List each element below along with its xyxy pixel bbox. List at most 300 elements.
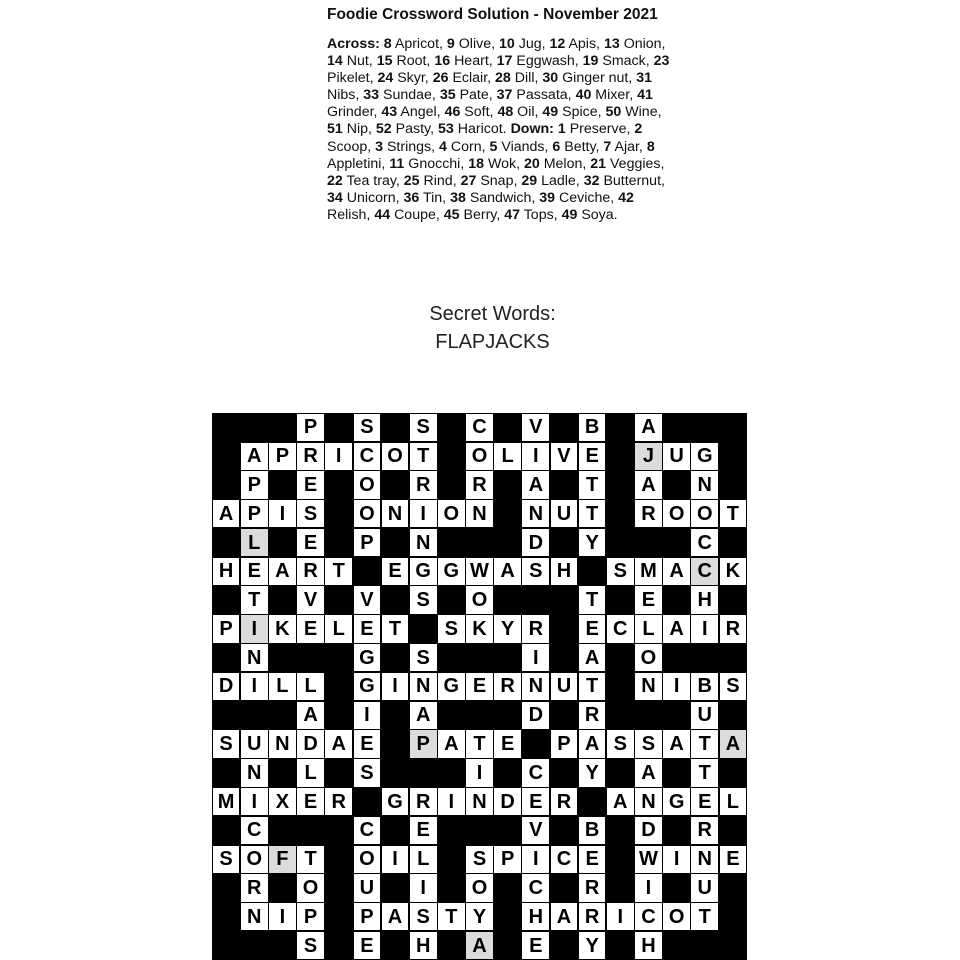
clue-number: 11 <box>389 155 405 172</box>
grid-cell: A <box>382 903 409 930</box>
grid-cell: S <box>607 730 634 757</box>
grid-cell: L <box>297 673 324 700</box>
grid-cell: H <box>635 932 662 959</box>
grid-cell: V <box>551 443 578 470</box>
grid-cell: A <box>325 730 352 757</box>
clue-answer: Rind, <box>423 172 457 189</box>
clue-number: 21 <box>590 155 607 172</box>
grid-cell: S <box>410 586 437 613</box>
grid-cell: A <box>579 644 606 671</box>
clue-number: 24 <box>377 70 394 87</box>
clue-number: 2 <box>634 121 643 138</box>
grid-cell: G <box>382 788 409 815</box>
clue-answer: Heart, <box>454 53 493 70</box>
clue-answer: Viands, <box>501 138 549 155</box>
grid-cell: U <box>663 443 690 470</box>
grid-cell: N <box>635 788 662 815</box>
clue-answer: Veggies, <box>610 155 665 172</box>
clue-answer: Haricot. <box>457 121 507 138</box>
grid-cell: D <box>522 702 549 729</box>
clue-answer: Passata, <box>516 87 572 104</box>
clue-number: 12 <box>549 36 566 52</box>
grid-cell: P <box>241 500 268 527</box>
grid-cell: C <box>241 817 268 844</box>
grid-cell: S <box>354 759 381 786</box>
grid-cell: G <box>410 558 437 585</box>
grid-cell: U <box>354 874 381 901</box>
clue-number: 34 <box>327 189 343 206</box>
grid-cell: W <box>635 846 662 873</box>
grid-cell: I <box>522 443 549 470</box>
grid-cell: P <box>297 414 324 441</box>
clue-answer: Soft, <box>464 104 494 121</box>
grid-cell: I <box>325 443 352 470</box>
grid-cell: U <box>691 702 718 729</box>
grid-cell: I <box>635 874 662 901</box>
grid-cell: C <box>522 874 549 901</box>
grid-cell: L <box>297 759 324 786</box>
grid-cell: P <box>354 529 381 556</box>
clue-answer: Dill, <box>514 70 539 87</box>
grid-cell: C <box>354 817 381 844</box>
clue-number: 13 <box>603 36 620 52</box>
clue-answer: Gnocchi, <box>408 155 465 172</box>
grid-cell: I <box>382 846 409 873</box>
clue-number: 19 <box>582 53 599 70</box>
grid-cell: E <box>382 558 409 585</box>
grid-cell: A <box>607 788 634 815</box>
clue-number: 4 <box>439 138 447 155</box>
grid-cell: N <box>466 500 493 527</box>
clue-answer: Coupe, <box>394 206 440 223</box>
grid-cell: A <box>494 558 521 585</box>
grid-cell: E <box>466 673 493 700</box>
grid-cell: R <box>579 903 606 930</box>
clue-answer: Eggwash, <box>516 53 579 70</box>
grid-cell: A <box>269 558 296 585</box>
grid-cell: R <box>410 471 437 498</box>
grid-cell-shaded: P <box>410 730 437 757</box>
clue-number: 9 <box>446 36 455 52</box>
grid-cell: B <box>691 673 718 700</box>
grid-cell: K <box>720 558 747 585</box>
clue-answer: Pikelet, <box>327 70 374 87</box>
grid-cell: U <box>551 500 578 527</box>
grid-cell: R <box>466 471 493 498</box>
clue-answer: Mixer, <box>595 87 634 104</box>
grid-cell: R <box>720 615 747 642</box>
grid-cell: S <box>213 846 240 873</box>
grid-cell: Y <box>466 903 493 930</box>
grid-cell-shaded: F <box>269 846 296 873</box>
clue-number: 49 <box>561 206 578 223</box>
grid-cell: E <box>354 932 381 959</box>
grid-cell: A <box>522 471 549 498</box>
grid-cell: T <box>241 586 268 613</box>
clue-answer: Onion, <box>623 36 666 52</box>
grid-cell: Y <box>494 615 521 642</box>
grid-cell: I <box>466 759 493 786</box>
clue-number: 25 <box>403 172 420 189</box>
grid-cell: P <box>494 846 521 873</box>
clue-answer: Tops, <box>523 206 558 223</box>
across-heading: Across: <box>327 36 380 52</box>
grid-cell: E <box>297 471 324 498</box>
clue-answer: Apis, <box>568 36 600 52</box>
grid-cell: L <box>494 443 521 470</box>
grid-cell: T <box>325 558 352 585</box>
secret-words-label: Secret Words: <box>429 303 556 325</box>
clue-answer: Wine, <box>625 104 662 121</box>
grid-cell: N <box>269 730 296 757</box>
grid-cell: T <box>410 443 437 470</box>
grid-cell: I <box>382 673 409 700</box>
clue-number: 8 <box>646 138 655 155</box>
page-title: Foodie Crossword Solution - November 2021 <box>327 6 658 23</box>
grid-cell: O <box>354 846 381 873</box>
grid-cell: C <box>607 615 634 642</box>
clue-answer: Oil, <box>517 104 539 121</box>
clue-number: 3 <box>375 138 384 155</box>
grid-cell: O <box>466 443 493 470</box>
grid-cell: A <box>635 414 662 441</box>
clue-answer: Snap, <box>480 172 518 189</box>
grid-cell: O <box>691 500 718 527</box>
grid-cell: I <box>691 615 718 642</box>
grid-cell: N <box>382 500 409 527</box>
grid-cell: R <box>522 615 549 642</box>
grid-cell: N <box>691 471 718 498</box>
grid-cell: S <box>297 500 324 527</box>
clue-number: 32 <box>583 172 600 189</box>
grid-cell: I <box>269 903 296 930</box>
clue-answer: Apricot, <box>394 36 443 52</box>
grid-cell: A <box>663 730 690 757</box>
grid-cell: T <box>297 846 324 873</box>
clue-number: 10 <box>498 36 515 52</box>
clue-answer: Sundae, <box>383 87 436 104</box>
grid-cell: O <box>241 846 268 873</box>
grid-cell: E <box>297 529 324 556</box>
grid-cell: E <box>354 615 381 642</box>
clue-answer: Appletini, <box>327 155 386 172</box>
clue-number: 48 <box>497 104 514 121</box>
grid-cell: G <box>438 673 465 700</box>
clue-number: 37 <box>496 87 513 104</box>
clue-answer: Soya. <box>581 206 618 223</box>
clue-answer: Sandwich, <box>469 189 536 206</box>
grid-cell: H <box>691 586 718 613</box>
grid-cell: S <box>635 730 662 757</box>
grid-cell: M <box>213 788 240 815</box>
grid-cell: P <box>241 471 268 498</box>
grid-cell-shaded: I <box>241 615 268 642</box>
grid-cell: C <box>466 414 493 441</box>
grid-cell: S <box>607 558 634 585</box>
grid-cell: I <box>607 903 634 930</box>
grid-cell: T <box>382 615 409 642</box>
grid-cell: E <box>522 932 549 959</box>
clue-number: 5 <box>489 138 498 155</box>
grid-cell: C <box>522 759 549 786</box>
grid-cell: R <box>410 788 437 815</box>
grid-cell: S <box>522 558 549 585</box>
clue-answer: Pate, <box>459 87 493 104</box>
grid-cell-shaded: J <box>635 443 662 470</box>
clue-answer: Eclair, <box>452 70 492 87</box>
crossword-grid <box>212 413 747 960</box>
grid-cell: S <box>410 644 437 671</box>
grid-cell: D <box>213 673 240 700</box>
clue-number: 7 <box>603 138 612 155</box>
down-heading: Down: <box>510 121 554 138</box>
clue-number: 1 <box>557 121 566 138</box>
clue-number: 20 <box>523 155 540 172</box>
grid-cell: O <box>382 443 409 470</box>
clue-answer: Angel, <box>400 104 441 121</box>
grid-cell: A <box>241 443 268 470</box>
grid-cell: A <box>551 903 578 930</box>
clue-number: 49 <box>542 104 559 121</box>
grid-cell: O <box>663 500 690 527</box>
grid-cell: O <box>354 471 381 498</box>
grid-cell: A <box>438 730 465 757</box>
grid-cell: N <box>635 673 662 700</box>
clue-list <box>327 36 672 224</box>
grid-cell-shaded: L <box>241 529 268 556</box>
clue-answer: Scoop, <box>327 138 372 155</box>
grid-cell: K <box>269 615 296 642</box>
clue-number: 30 <box>542 70 559 87</box>
clue-number: 26 <box>432 70 449 87</box>
grid-cell: E <box>410 817 437 844</box>
grid-cell: E <box>241 558 268 585</box>
grid-cell: L <box>325 615 352 642</box>
grid-cell: T <box>579 673 606 700</box>
grid-cell: L <box>720 788 747 815</box>
grid-cell: E <box>720 846 747 873</box>
clue-answer: Smack, <box>602 53 650 70</box>
grid-cell: N <box>241 644 268 671</box>
grid-cell: S <box>466 846 493 873</box>
grid-cell: G <box>354 673 381 700</box>
clue-number: 40 <box>575 87 592 104</box>
grid-cell: T <box>720 500 747 527</box>
grid-cell: N <box>466 788 493 815</box>
grid-cell: O <box>354 500 381 527</box>
grid-cell: S <box>438 615 465 642</box>
clue-number: 38 <box>450 189 466 206</box>
grid-cell: T <box>579 471 606 498</box>
grid-cell: Y <box>579 759 606 786</box>
clue-answer: Jug, <box>518 36 546 52</box>
grid-cell: R <box>325 788 352 815</box>
clue-number: 27 <box>460 172 477 189</box>
grid-cell: Y <box>579 932 606 959</box>
grid-cell: P <box>297 903 324 930</box>
grid-cell: R <box>579 874 606 901</box>
grid-cell: V <box>522 414 549 441</box>
clue-answer: Unicorn, <box>346 189 400 206</box>
clue-answer: Root, <box>396 53 431 70</box>
clue-answer: Spice, <box>562 104 602 121</box>
grid-cell: R <box>297 558 324 585</box>
grid-cell: A <box>663 615 690 642</box>
clue-answer: Strings, <box>386 138 436 155</box>
grid-cell: N <box>691 846 718 873</box>
grid-cell: S <box>720 673 747 700</box>
clue-number: 28 <box>495 70 511 87</box>
grid-cell: P <box>213 615 240 642</box>
grid-cell: N <box>410 673 437 700</box>
grid-cell: C <box>551 846 578 873</box>
clue-answer: Olive, <box>458 36 496 52</box>
grid-cell: B <box>579 414 606 441</box>
clue-answer: Betty, <box>564 138 600 155</box>
grid-cell: Y <box>579 529 606 556</box>
clue-answer: Ladle, <box>541 172 580 189</box>
grid-cell: D <box>522 529 549 556</box>
grid-cell: A <box>579 730 606 757</box>
grid-cell: U <box>551 673 578 700</box>
clue-number: 33 <box>363 87 380 104</box>
clue-answer: Relish, <box>327 206 371 223</box>
clue-number: 52 <box>375 121 392 138</box>
grid-cell: I <box>522 846 549 873</box>
clue-answer: Nibs, <box>327 87 360 104</box>
grid-cell: G <box>438 558 465 585</box>
grid-cell: D <box>635 817 662 844</box>
grid-cell: G <box>354 644 381 671</box>
grid-cell: V <box>522 817 549 844</box>
grid-cell: R <box>635 500 662 527</box>
grid-cell: A <box>410 702 437 729</box>
clue-answer: Ajar, <box>614 138 643 155</box>
clue-number: 53 <box>437 121 454 138</box>
grid-cell: R <box>579 702 606 729</box>
grid-cell: L <box>269 673 296 700</box>
grid-cell: O <box>663 903 690 930</box>
grid-cell: T <box>579 500 606 527</box>
clue-number: 17 <box>496 53 513 70</box>
grid-cell: V <box>297 586 324 613</box>
clue-number: 41 <box>637 87 653 104</box>
clue-number: 8 <box>383 36 392 52</box>
grid-cell: P <box>354 903 381 930</box>
clue-answer: Nut, <box>346 53 373 70</box>
grid-cell: T <box>691 730 718 757</box>
clue-number: 18 <box>468 155 485 172</box>
grid-cell: E <box>494 730 521 757</box>
grid-cell: H <box>551 558 578 585</box>
grid-cell: R <box>551 788 578 815</box>
grid-cell: E <box>354 730 381 757</box>
grid-cell: O <box>635 644 662 671</box>
grid-cell: E <box>691 788 718 815</box>
grid-cell: T <box>691 759 718 786</box>
grid-cell: H <box>522 903 549 930</box>
grid-cell-shaded: A <box>720 730 747 757</box>
clue-number: 42 <box>618 189 634 206</box>
clue-answer: Preserve, <box>569 121 631 138</box>
grid-cell: R <box>241 874 268 901</box>
grid-cell: O <box>466 586 493 613</box>
grid-cell: V <box>354 586 381 613</box>
grid-cell: S <box>213 730 240 757</box>
clue-number: 44 <box>374 206 391 223</box>
grid-cell: X <box>269 788 296 815</box>
clue-answer: Nip, <box>346 121 372 138</box>
grid-cell: N <box>410 529 437 556</box>
clue-answer: Melon, <box>543 155 587 172</box>
clue-answer: Grinder, <box>327 104 378 121</box>
grid-cell: R <box>297 443 324 470</box>
grid-cell: A <box>297 702 324 729</box>
grid-cell: N <box>241 759 268 786</box>
clue-answer: Wok, <box>487 155 521 172</box>
grid-cell: T <box>438 903 465 930</box>
grid-cell: A <box>635 759 662 786</box>
grid-cell: C <box>691 529 718 556</box>
grid-cell: I <box>410 500 437 527</box>
grid-cell: A <box>213 500 240 527</box>
grid-cell: E <box>579 615 606 642</box>
clue-number: 50 <box>605 104 622 121</box>
grid-cell-shaded: A <box>466 932 493 959</box>
grid-cell: E <box>579 846 606 873</box>
grid-cell: R <box>691 817 718 844</box>
clue-number: 22 <box>327 172 343 189</box>
grid-cell: W <box>466 558 493 585</box>
grid-cell: E <box>579 443 606 470</box>
grid-cell: I <box>522 644 549 671</box>
grid-cell: I <box>269 500 296 527</box>
grid-cell: I <box>354 702 381 729</box>
grid-cell: H <box>213 558 240 585</box>
grid-cell-shaded: C <box>691 558 718 585</box>
grid-cell: U <box>691 874 718 901</box>
grid-cell: N <box>522 673 549 700</box>
grid-cell: G <box>691 443 718 470</box>
grid-cell: M <box>635 558 662 585</box>
grid-cell: D <box>297 730 324 757</box>
secret-words-value: FLAPJACKS <box>435 331 550 353</box>
clue-number: 43 <box>381 104 398 121</box>
grid-cell: O <box>466 874 493 901</box>
clue-number: 36 <box>403 189 420 206</box>
grid-cell: C <box>635 903 662 930</box>
clue-number: 14 <box>327 53 343 70</box>
grid-cell: D <box>494 788 521 815</box>
clue-answer: Skyr, <box>397 70 429 87</box>
clue-number: 46 <box>444 104 461 121</box>
grid-cell: N <box>522 500 549 527</box>
clue-number: 23 <box>653 53 670 70</box>
grid-cell: I <box>438 788 465 815</box>
grid-cell: I <box>663 673 690 700</box>
grid-cell: E <box>522 788 549 815</box>
grid-cell: A <box>635 471 662 498</box>
grid-cell: S <box>410 903 437 930</box>
clue-number: 6 <box>552 138 561 155</box>
grid-cell: P <box>551 730 578 757</box>
grid-cell: T <box>579 586 606 613</box>
clue-answer: Pasty, <box>395 121 435 138</box>
grid-cell: O <box>297 874 324 901</box>
grid-cell: E <box>635 586 662 613</box>
grid-cell: I <box>410 874 437 901</box>
clue-number: 15 <box>376 53 393 70</box>
